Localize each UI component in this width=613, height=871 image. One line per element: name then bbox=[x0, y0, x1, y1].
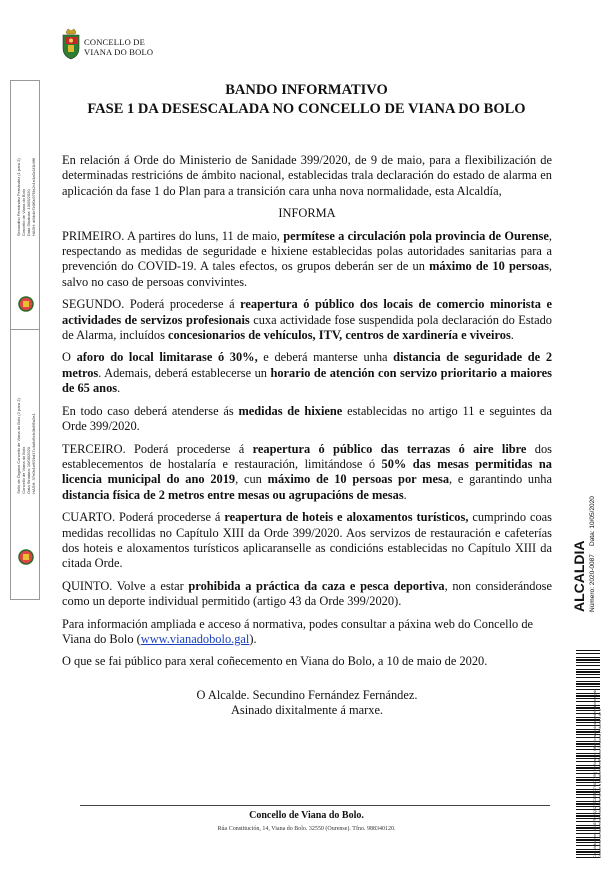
paragraph-informa: INFORMA bbox=[278, 206, 336, 221]
text-run: QUINTO. Volve a estar bbox=[62, 578, 189, 593]
signature-text-mayor bbox=[16, 158, 36, 236]
sig-organ-line3: Data Sinatura: 10/05/2020 bbox=[26, 447, 31, 494]
text-run: O bbox=[62, 350, 77, 365]
paragraph-terceiro bbox=[62, 442, 552, 504]
barcode-bar bbox=[576, 662, 600, 663]
bold-run: distancia de seguridade de 2 metros bbox=[62, 350, 553, 380]
paragraph-quinto bbox=[62, 579, 552, 610]
sig-mayor-line3: Data Sinatura: 10/05/2020 bbox=[26, 189, 31, 237]
text-run: , non considerándose como un deporte individual permitido (artigo 43 da Orde 399/2020). bbox=[62, 578, 553, 609]
council-name bbox=[84, 37, 153, 57]
bold-run: máximo de 10 persoas por mesa bbox=[267, 472, 450, 487]
sig-mayor-line4: HASH: af4b4e7b0f0c97f3a2c1e4a0c1f1b9f6 bbox=[31, 157, 36, 237]
text-run: , respectando as medidas de seguridade e hixiene establecidas polas autoridades sanitarias para a prevención do COVID-19. A tales efectos, os grupos deberán ser de un bbox=[62, 228, 552, 274]
signature-text-organ bbox=[16, 398, 36, 494]
text-run: establecidas no artigo 11 e seguintes da Orde 399/2020. bbox=[62, 403, 553, 434]
text-run: TERCEIRO. Poderá procederse á bbox=[62, 441, 253, 456]
footer-divider bbox=[80, 805, 550, 806]
bold-run: reapertura ó público das terrazas ó aire libre bbox=[252, 441, 527, 456]
paragraph-cuarto bbox=[62, 510, 552, 572]
bold-run: máximo de 10 persoas bbox=[429, 259, 549, 274]
barcode-bar bbox=[576, 681, 600, 682]
text-run: cuxa actividade fose suspendida pola declaración do Estado de Alarma, incluídos bbox=[62, 312, 552, 343]
council-name-line1: CONCELLO DE bbox=[84, 37, 145, 47]
text-run: . bbox=[403, 487, 407, 502]
paragraph-intro: En relación á Orde do Ministerio de Sanidade 399/2020, de 9 de maio, para a flexibilización de determinadas restricións de ámbito nacional, establecidas trala declaración do estado de alarma en aplicación da fase 1 do Plan para a transición cara unha nova normalidade, esta Alcaldía, bbox=[62, 153, 552, 198]
barcode-bar bbox=[576, 659, 600, 661]
signature-divider bbox=[11, 329, 39, 330]
seal-icon bbox=[18, 549, 34, 565]
footer-address: Rúa Constitución, 14, Viana do Bolo. 32550 (Ourense). Tfno. 988340120. bbox=[217, 826, 396, 832]
text-run: dos establecementos de hostalaría e restauración, limitándose ó bbox=[62, 441, 552, 471]
barcode-bar bbox=[576, 671, 600, 673]
text-run: . bbox=[117, 381, 121, 396]
verification-line2: Documento asinado electrónicamente desde a plataforma esPublico Gestiona | Páxina 1 de 1 bbox=[597, 709, 602, 858]
paragraph-hixiene bbox=[62, 404, 552, 435]
sig-mayor-line1: Secundino Fernández Fernández (1 para 2) bbox=[16, 158, 21, 237]
barcode-bar bbox=[576, 674, 600, 675]
document-date: Data: 10/05/2020 bbox=[589, 496, 596, 546]
footer-organization: Concello de Viana do Bolo. bbox=[249, 810, 364, 821]
barcode-bar bbox=[576, 665, 600, 666]
document-number: Número: 2020-0087 bbox=[589, 554, 596, 612]
sig-organ-line4: HASH: 37e0b1e6f2bd17c4a9d9cfc3b8f5a2e1 bbox=[31, 413, 36, 494]
council-name-line2: VIANA DO BOLO bbox=[84, 47, 154, 57]
text-run: e deberá manterse unha bbox=[257, 350, 394, 365]
alcaldia-label: ALCALDIA bbox=[571, 540, 587, 612]
text-run: SEGUNDO. Poderá procederse á bbox=[62, 297, 241, 312]
paragraph-primeiro bbox=[62, 229, 552, 291]
bold-run: medidas de hixiene bbox=[238, 403, 343, 418]
signature-line2: Asinado dixitalmente á marxe. bbox=[230, 703, 384, 718]
sig-mayor-line2: Concello de Viana do Bolo bbox=[21, 189, 26, 237]
bold-run: reapertura ó público dos locais de comercio minorista e actividades de servizos profesionais bbox=[62, 297, 552, 327]
text-run: , e garantindo unha bbox=[449, 472, 552, 487]
paragraph-publico: O que se fai público para xeral coñecemento en Viana do Bolo, a 10 de maio de 2020. bbox=[62, 654, 488, 669]
bold-run: permítese a circulación pola provincia de Ourense bbox=[283, 228, 549, 243]
barcode-bar bbox=[576, 683, 600, 685]
signature-box-organ bbox=[12, 331, 40, 561]
text-run: CUARTO. Poderá procederse á bbox=[62, 510, 225, 525]
bold-run: concesionarios de vehículos, ITV, centros de xardinería e viveiros bbox=[168, 328, 511, 343]
seal-icon bbox=[18, 296, 34, 312]
document-body bbox=[62, 153, 552, 726]
verification-code bbox=[593, 690, 602, 858]
text-run: , cun bbox=[235, 472, 268, 487]
barcode-bar bbox=[576, 657, 600, 658]
document-subtitle: FASE 1 DA DESESCALADA NO CONCELLO DE VIANA DO BOLO bbox=[87, 101, 526, 117]
bold-run: 50% das mesas permitidas na licencia municipal do ano 2019 bbox=[62, 456, 552, 487]
bold-run: horario de atención con servizo prioritario a maiores de 65 anos bbox=[62, 365, 552, 396]
text-run: . Ademais, deberá establecerse un bbox=[98, 365, 271, 380]
signature-strip bbox=[10, 80, 40, 600]
website-link[interactable]: www.vianadobolo.gal bbox=[140, 631, 250, 646]
paragraph-aforo bbox=[62, 350, 552, 396]
bold-run: reapertura de hoteis e aloxamentos turísticos, bbox=[224, 510, 469, 525]
paragraph-segundo bbox=[62, 297, 552, 343]
barcode-bar bbox=[576, 669, 600, 670]
signature-line1: O Alcalde. Secundino Fernández Fernández. bbox=[196, 687, 418, 702]
coat-of-arms-icon bbox=[60, 28, 82, 60]
text-run: , salvo no caso de persoas convivintes. bbox=[62, 259, 553, 289]
bold-run: prohibida a práctica da caza e pesca deportiva bbox=[188, 578, 445, 593]
paragraph-info bbox=[62, 617, 552, 648]
barcode-bar bbox=[576, 686, 600, 687]
barcode-bar bbox=[576, 677, 600, 678]
text-run: PRIMEIRO. A partires do luns, 11 de maio, bbox=[62, 228, 284, 243]
text-run: En todo caso deberá atenderse ás bbox=[62, 403, 239, 418]
sig-organ-line1: Sello de Órgano Concello de Viana do Bolo (2 para 2) bbox=[16, 398, 21, 494]
text-run: . bbox=[510, 328, 514, 343]
verification-line1: Cód. Validación: 3N2E7RC9Q4ZY9CH5ED7X6CT29 | Verificación: https://vianadobolo.sedelectronica.gal/ bbox=[593, 689, 597, 858]
sig-organ-line2: Concello de Viana do Bolo bbox=[21, 446, 26, 494]
barcode-bar bbox=[576, 653, 600, 654]
barcode-bar bbox=[576, 650, 600, 651]
document-title: BANDO INFORMATIVO bbox=[225, 82, 388, 98]
bold-run: distancia física de 2 metros entre mesas ou agrupacións de mesas bbox=[62, 487, 404, 502]
text-run: ). bbox=[249, 631, 257, 646]
bold-run: aforo do local limitarase ó 30%, bbox=[76, 350, 258, 365]
text-run: Para información ampliada e acceso á normativa, podes consultar a páxina web do Concello de Viana do Bolo ( bbox=[62, 616, 534, 646]
text-run: cumprindo coas medidas recollidas no Capítulo XIII da Orde 399/2020. Aos servizos de restauración e cafeterías dos hoteis e aloxamentos turísticos aplicaranselle as condicións establecidas no Capítulo XIII da citada Orde. bbox=[62, 510, 552, 571]
